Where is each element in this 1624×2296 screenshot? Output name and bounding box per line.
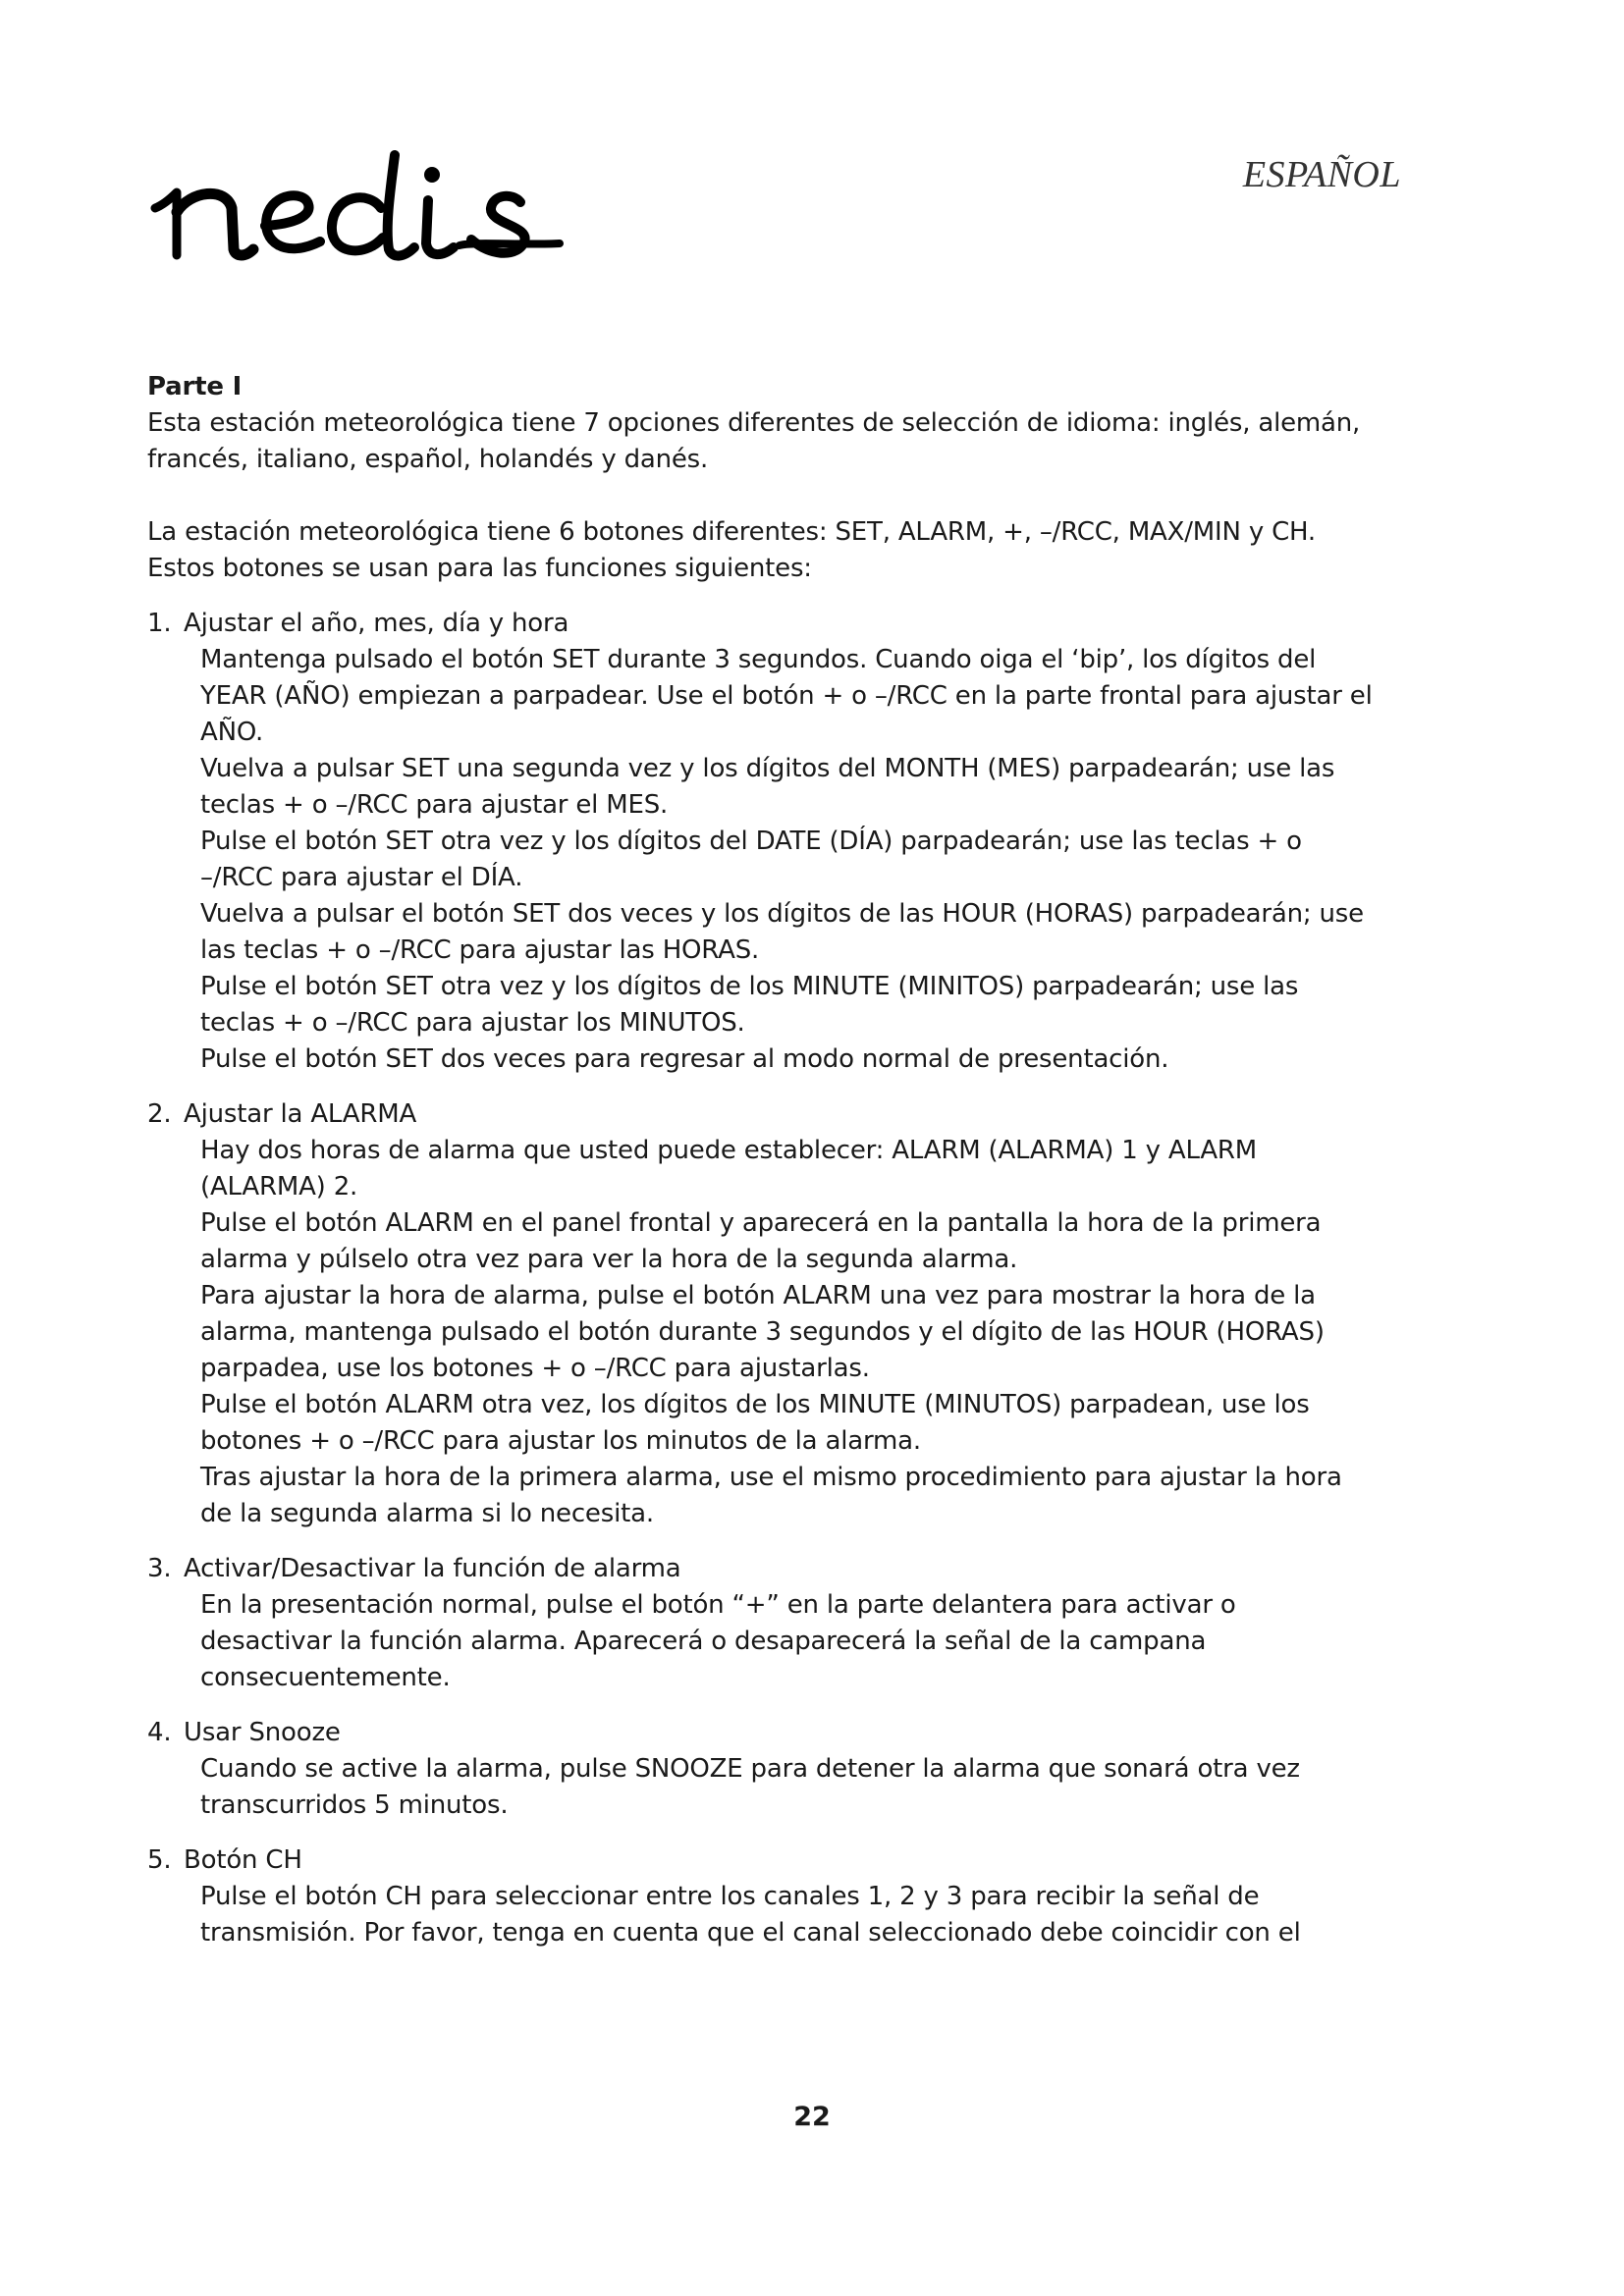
list-item [147,1842,1375,1951]
list-item-line: Pulse el botón SET otra vez y los dígitos del DATE (DÍA) parpadearán; use las teclas + o –/RCC para ajustar el DÍA. [200,827,1302,892]
list-item-line: Mantenga pulsado el botón SET durante 3 segundos. Cuando oiga el ‘bip’, los dígitos del YEAR (AÑO) empiezan a parpadear. Use el botón + o –/RCC en la parte frontal para ajustar el AÑO. [200,645,1373,747]
list-item-title: 4. Usar Snooze [147,1715,1375,1751]
list-item-body [147,1587,1375,1696]
list-item-title: 5. Botón CH [147,1842,1375,1879]
nedis-logo [147,147,579,275]
list-item-body [147,642,1375,1078]
list-item-title: 1. Ajustar el año, mes, día y hora [147,606,1375,642]
list-item-number: 5. [147,1845,172,1875]
list-item [147,1551,1375,1696]
language-label: ESPAÑOL [1242,154,1401,195]
intro-paragraph: Esta estación meteorológica tiene 7 opciones diferentes de selección de idioma: inglés, alemán, francés, italiano, español, holandés y danés. [147,408,1361,474]
list-item-title: 2. Ajustar la ALARMA [147,1096,1375,1133]
list-item-line: Pulse el botón SET dos veces para regresar al modo normal de presentación. [200,1044,1169,1074]
list-item-number: 3. [147,1554,172,1583]
list-item-line: Cuando se active la alarma, pulse SNOOZE para detener la alarma que sonará otra vez transcurridos 5 minutos. [200,1754,1300,1820]
page-number: 22 [793,2102,831,2132]
list-item-line: Vuelva a pulsar SET una segunda vez y los dígitos del MONTH (MES) parpadearán; use las teclas + o –/RCC para ajustar el MES. [200,754,1335,820]
list-item [147,606,1375,1078]
list-item-number: 1. [147,609,172,638]
list-item-line: En la presentación normal, pulse el botón “+” en la parte delantera para activar o desactivar la función alarma. Aparecerá o desaparecerá la señal de la campana consecuentemente. [200,1590,1236,1692]
list-item-number: 4. [147,1718,172,1747]
list-item [147,1096,1375,1532]
document-body [147,369,1375,1970]
list-item [147,1715,1375,1824]
list-item-title: 3. Activar/Desactivar la función de alarma [147,1551,1375,1587]
list-item-line: Pulse el botón ALARM en el panel frontal y aparecerá en la pantalla la hora de la primera alarma y púlselo otra vez para ver la hora de la segunda alarma. [200,1208,1322,1274]
list-item-line: Vuelva a pulsar el botón SET dos veces y los dígitos de las HOUR (HORAS) parpadearán; use las teclas + o –/RCC para ajustar las HORAS. [200,899,1364,965]
list-item-line: Tras ajustar la hora de la primera alarma, use el mismo procedimiento para ajustar la hora de la segunda alarma si lo necesita. [200,1463,1342,1528]
buttons-paragraph: La estación meteorológica tiene 6 botones diferentes: SET, ALARM, +, –/RCC, MAX/MIN y CH. Estos botones se usan para las funciones siguientes: [147,517,1316,583]
list-item-body [147,1751,1375,1824]
list-item-body [147,1133,1375,1532]
list-item-line: Pulse el botón ALARM otra vez, los dígitos de los MINUTE (MINUTOS) parpadean, use los botones + o –/RCC para ajustar los minutos de la alarma. [200,1390,1310,1456]
list-item-body [147,1879,1375,1951]
list-item-line: Para ajustar la hora de alarma, pulse el botón ALARM una vez para mostrar la hora de la alarma, mantenga pulsado el botón durante 3 segundos y el dígito de las HOUR (HORAS) parpadea, use los botones + o –/RCC para ajustarlas. [200,1281,1325,1383]
list-item-line: Hay dos horas de alarma que usted puede establecer: ALARM (ALARMA) 1 y ALARM (ALARMA) 2. [200,1136,1258,1201]
list-item-line: Pulse el botón SET otra vez y los dígitos de los MINUTE (MINITOS) parpadearán; use las teclas + o –/RCC para ajustar los MINUTOS. [200,972,1299,1038]
list-item-number: 2. [147,1099,172,1129]
section-heading: Parte I [147,372,243,401]
list-item-line: Pulse el botón CH para seleccionar entre los canales 1, 2 y 3 para recibir la señal de transmisión. Por favor, tenga en cuenta que el canal seleccionado debe coincidir con el [200,1882,1301,1948]
